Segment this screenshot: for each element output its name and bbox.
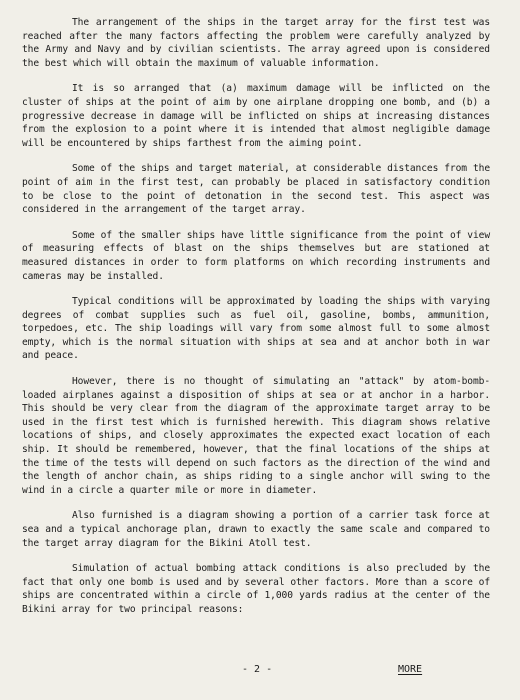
paragraph-4: Some of the smaller ships have little significance from the point of view of measuring effects of blast on the ships themselves but are stationed at measured distances in order to form platforms on which recording instruments and cameras may be installed. bbox=[22, 229, 490, 282]
continuation-marker: MORE bbox=[398, 664, 423, 675]
paragraph-7: Also furnished is a diagram showing a portion of a carrier task force at sea and a typical anchorage plan, drawn to exactly the same scale and compared to the target array diagram for the Bikini Atoll test. bbox=[22, 510, 490, 549]
paragraph-3: Some of the ships and target material, at considerable distances from the point of aim in the first test, can probably be placed in satisfactory condition to be close to the point of detonation in the second test. This aspect was considered in the arrangement of the target array. bbox=[22, 163, 490, 216]
paragraph-1: The arrangement of the ships in the target array for the first test was reached after the many factors affecting the problem were carefully analyzed by the Army and Navy and by civilian scientists. The array agreed upon is considered the best which will obtain the maximum of valuable information. bbox=[22, 17, 490, 69]
page-number: - 2 - bbox=[242, 664, 273, 675]
page-footer bbox=[0, 664, 520, 678]
paragraph-2: It is so arranged that (a) maximum damage will be inflicted on the cluster of ships at the point of aim by one airplane dropping one bomb, and (b) a progressive decrease in damage will be inflicted on ships at increasing distances from the explosion to a point where it is intended that almost negligible damage will be encountered by ships farthest from the aiming point. bbox=[22, 83, 490, 149]
paragraph-6: However, there is no thought of simulating an "attack" by atom-bomb-loaded airplanes against a disposition of ships at sea or at anchor in a harbor. This should be very clear from the diagram of the approximate target array to be used in the first test which is furnished herewith. This diagram shows relative locations of ships, and closely approximates the expected exact location of each ship. It should be remembered, however, that the final locations of the ships at the time of the tests will depend on such factors as the direction of the wind and the length of anchor chain, as ships riding to a single anchor will swing to the wind in a circle a quarter mile or more in diameter. bbox=[22, 376, 490, 496]
paragraph-5: Typical conditions will be approximated by loading the ships with varying degrees of combat supplies such as fuel oil, gasoline, bombs, ammunition, torpedoes, etc. The ship loadings will vary from some almost full to some almost empty, which is the normal situation with ships at sea and at anchor both in war and peace. bbox=[22, 296, 490, 362]
paragraph-8: Simulation of actual bombing attack conditions is also precluded by the fact that only one bomb is used and by several other factors. More than a score of ships are concentrated within a circle of 1,000 yards radius at the center of the Bikini array for two principal reasons: bbox=[22, 563, 490, 615]
